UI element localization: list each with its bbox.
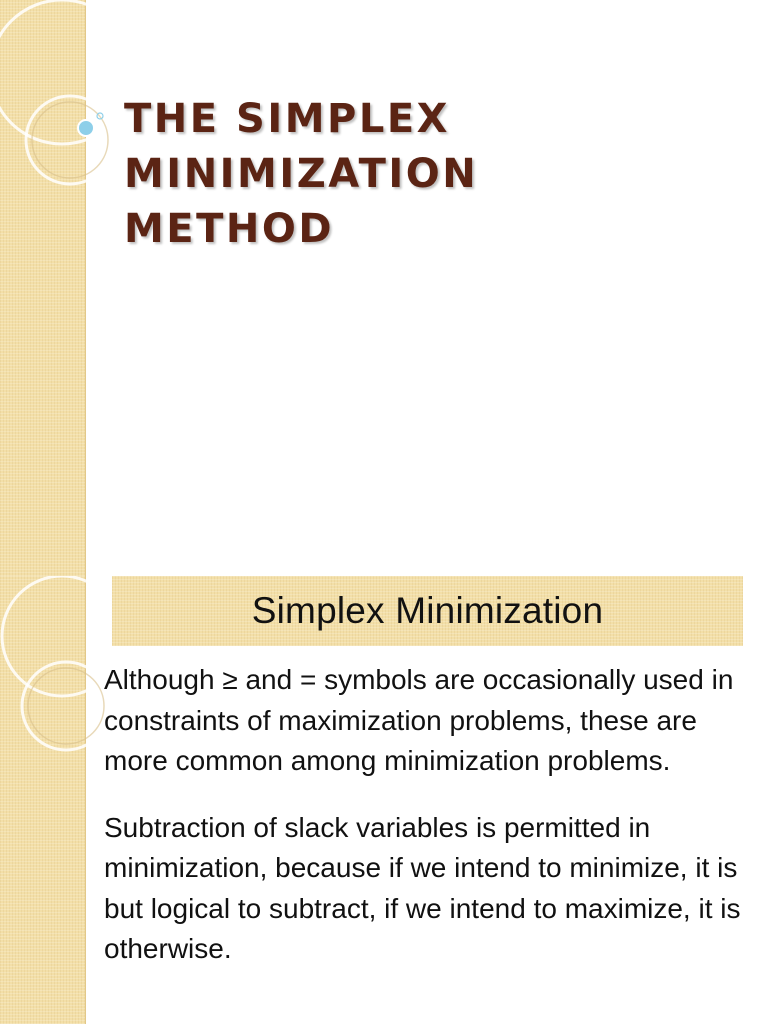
slide-body [104,660,754,996]
paragraph-1: Although ≥ and = symbols are occasionally used in constraints of maximization problems, these are more common among minimization problems. [104,664,734,776]
heading-band [112,576,743,646]
slide-heading: Simplex Minimization [251,590,604,631]
slide-title-text [124,92,684,257]
decorative-rings [0,0,130,260]
title-line-3: METHOD [124,206,335,252]
paragraph-2: Subtraction of slack variables is permitted in minimization, because if we intend to minimize, it is but logical to subtract, if we intend to maximize, it is otherwise. [104,811,741,964]
title-line-1: THE SIMPLEX [124,96,450,142]
orb-icon [78,120,94,136]
slide-content [0,576,768,1024]
decorative-rings [0,576,120,836]
title-line-2: MINIMIZATION [124,151,479,197]
